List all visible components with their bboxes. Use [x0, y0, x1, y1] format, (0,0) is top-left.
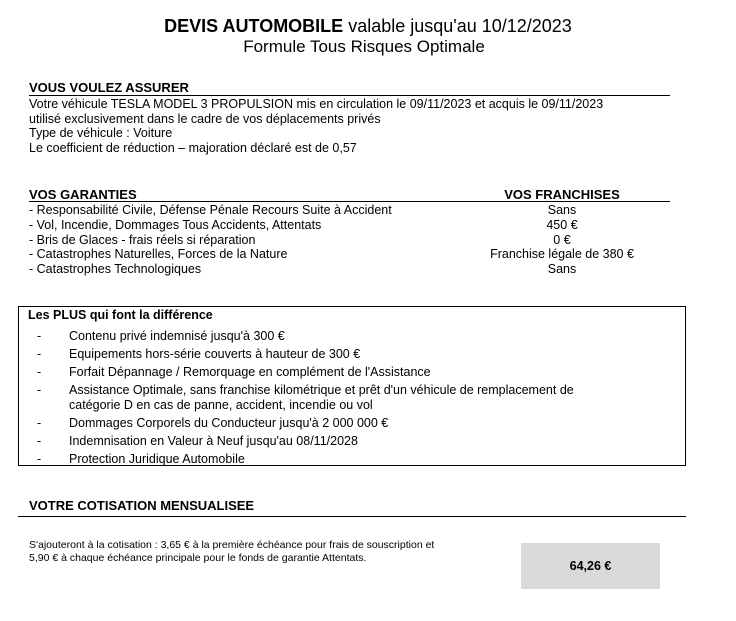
guarantee-row [29, 218, 649, 233]
guarantee-label: - Vol, Incendie, Dommages Tous Accidents, Attentats [29, 218, 322, 232]
vehicle-section-heading: VOUS VOULEZ ASSURER [29, 80, 189, 95]
list-dash: - [37, 365, 42, 379]
list-dash: - [37, 329, 42, 343]
plus-item [28, 383, 668, 413]
franchise-value: 450 € [546, 218, 578, 232]
plus-item-text: Protection Juridique Automobile [69, 452, 245, 466]
cotisation-divider [18, 516, 686, 517]
guarantees-heading: VOS GARANTIES [29, 187, 137, 202]
plus-item-text: Contenu privé indemnisé jusqu'à 300 € [69, 329, 285, 343]
plus-item-text: Equipements hors-série couverts à hauteur de 300 € [69, 347, 361, 361]
guarantee-row [29, 247, 649, 262]
list-dash: - [37, 416, 42, 430]
guarantee-label: - Responsabilité Civile, Défense Pénale Recours Suite à Accident [29, 203, 392, 217]
cotisation-note [29, 539, 509, 565]
franchise-value: Sans [547, 203, 577, 217]
plus-item [28, 452, 668, 467]
quote-title-bold: DEVIS AUTOMOBILE [164, 16, 344, 36]
vehicle-line: Type de véhicule : Voiture [29, 126, 173, 140]
franchise-value: Sans [547, 262, 577, 276]
plus-list [28, 329, 668, 470]
plus-item [28, 347, 668, 362]
guarantee-label: - Bris de Glaces - frais réels si réparation [29, 233, 256, 247]
list-dash: - [37, 452, 42, 466]
formula-name: Formule Tous Risques Optimale [243, 37, 485, 56]
plus-item [28, 434, 668, 449]
cotisation-heading: VOTRE COTISATION MENSUALISEE [29, 498, 255, 513]
plus-item-text: Dommages Corporels du Conducteur jusqu'à 2 000 000 € [69, 416, 389, 430]
monthly-price-box [521, 543, 660, 589]
plus-item-text: Assistance Optimale, sans franchise kilométrique et prêt d'un véhicule de remplacement de [69, 383, 574, 397]
guarantee-label: - Catastrophes Technologiques [29, 262, 202, 276]
plus-item-text: Forfait Dépannage / Remorquage en complément de l'Assistance [69, 365, 431, 379]
guarantee-row [29, 203, 649, 218]
monthly-price: 64,26 € [569, 559, 612, 573]
note-line: S'ajouteront à la cotisation : 3,65 € à la première échéance pour frais de souscription et [29, 539, 435, 551]
quote-title [0, 15, 736, 37]
vehicle-section-divider [29, 95, 670, 96]
list-dash: - [37, 434, 42, 448]
plus-item-text: Indemnisation en Valeur à Neuf jusqu'au 08/11/2028 [69, 434, 358, 448]
vehicle-line: Le coefficient de réduction – majoration déclaré est de 0,57 [29, 140, 357, 155]
vehicle-details [29, 97, 603, 155]
franchise-value: Franchise légale de 380 € [490, 247, 634, 261]
note-line: 5,90 € à chaque échéance principale pour le fonds de garantie Attentats. [29, 552, 367, 564]
guarantee-label: - Catastrophes Naturelles, Forces de la Nature [29, 247, 288, 261]
plus-item [28, 365, 668, 380]
quote-validity: valable jusqu'au 10/12/2023 [343, 16, 572, 36]
vehicle-line: utilisé exclusivement dans le cadre de vos déplacements privés [29, 111, 381, 126]
plus-item-text: catégorie D en cas de panne, accident, incendie ou vol [69, 398, 373, 412]
list-dash: - [37, 383, 42, 397]
franchise-value: 0 € [553, 233, 571, 247]
plus-heading: Les PLUS qui font la différence [28, 308, 213, 322]
vehicle-line: Votre véhicule TESLA MODEL 3 PROPULSION mis en circulation le 09/11/2023 et acquis le 09/11/2023 [29, 97, 604, 111]
guarantee-row [29, 262, 649, 277]
plus-item [28, 416, 668, 431]
guarantees-divider [29, 201, 670, 202]
list-dash: - [37, 347, 42, 361]
franchises-heading: VOS FRANCHISES [504, 187, 620, 202]
plus-item [28, 329, 668, 344]
guarantee-row [29, 233, 649, 248]
